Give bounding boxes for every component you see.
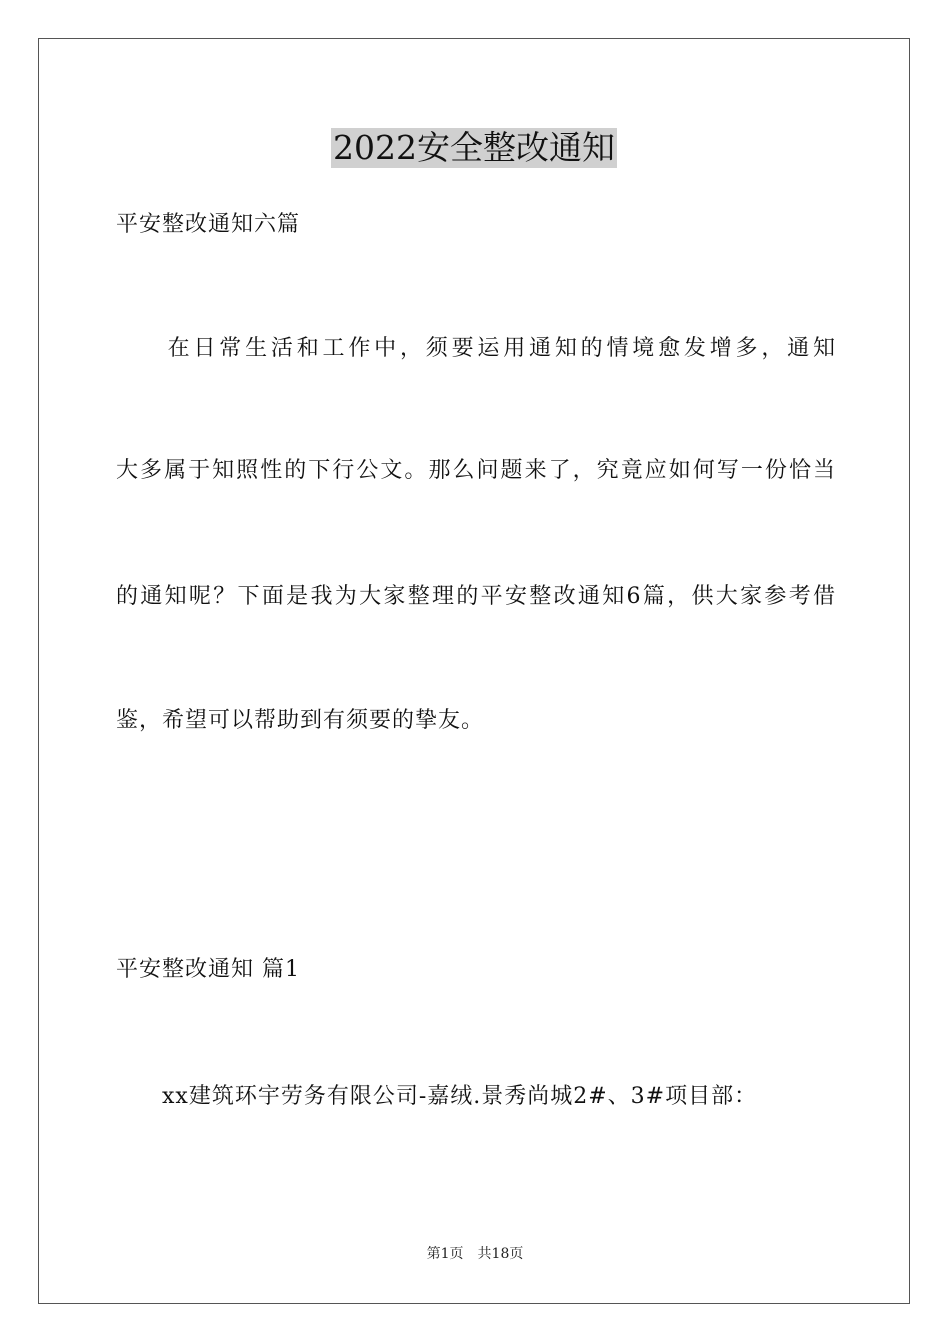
page-number-total: 共18页 (477, 1246, 524, 1262)
intro-paragraph-line-3: 的通知呢？下面是我为大家整理的平安整改通知6篇，供大家参考借 (116, 584, 836, 609)
page-number-current: 第1页 (426, 1246, 464, 1262)
page-footer (0, 1245, 950, 1263)
document-title: 2022安全整改通知 (333, 128, 615, 167)
addressee-line: xx建筑环宇劳务有限公司-嘉绒.景秀尚城2#、3#项目部： (162, 1084, 758, 1109)
section-heading: 平安整改通知 篇1 (116, 957, 300, 982)
intro-paragraph-line-2: 大多属于知照性的下行公文。那么问题来了，究竟应如何写一份恰当 (116, 458, 836, 483)
intro-paragraph-line-1: 在日常生活和工作中，须要运用通知的情境愈发增多，通知 (116, 336, 836, 361)
intro-paragraph-line-4: 鉴，希望可以帮助到有须要的挚友。 (116, 708, 485, 733)
document-subtitle: 平安整改通知六篇 (116, 212, 301, 237)
